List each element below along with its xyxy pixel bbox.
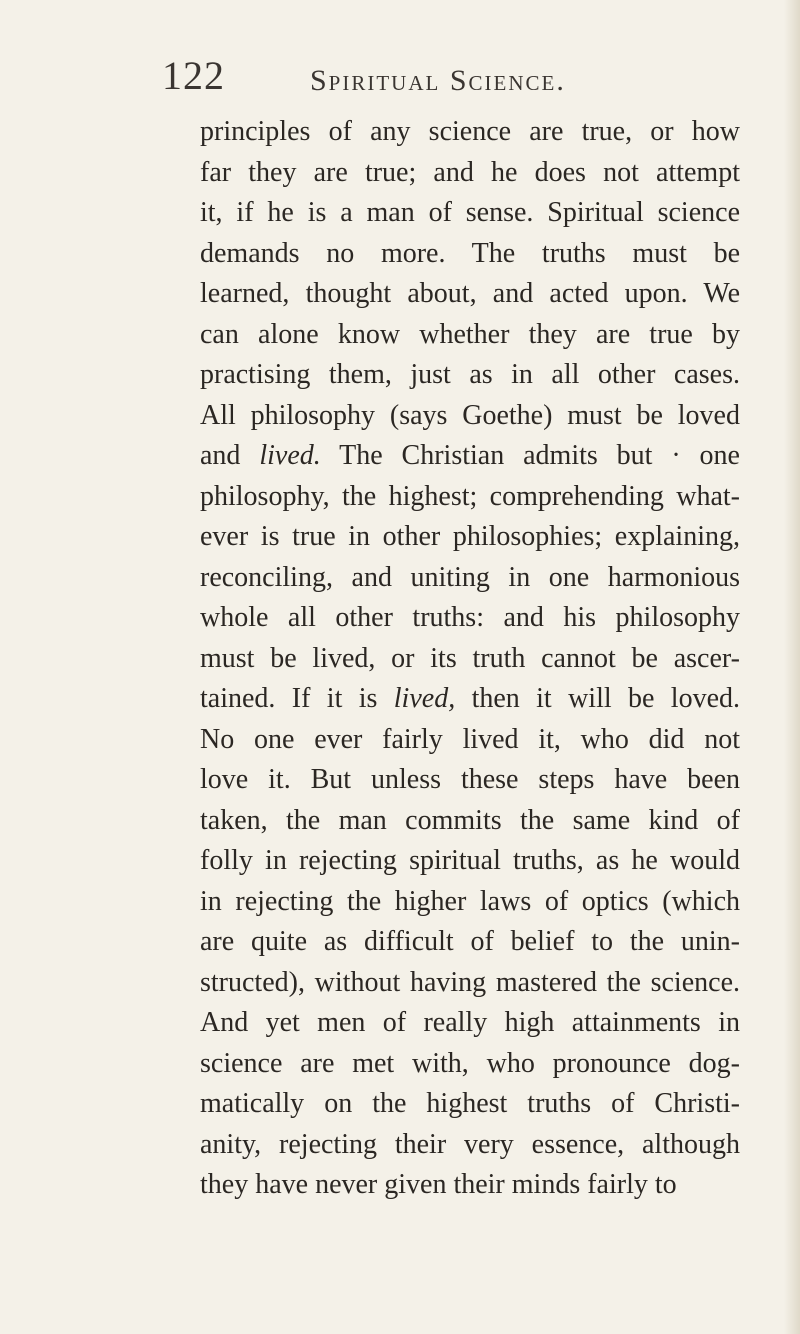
text-line: in rejecting the higher laws of optics (which [200, 885, 740, 917]
text-line: are quite as difficult of belief to the unin- [200, 926, 740, 957]
text-line [200, 436, 740, 477]
text-line: reconciling, and uniting in one harmonious [200, 561, 740, 593]
text-line: And yet men of really high attainments in [200, 1007, 740, 1038]
text-line [200, 679, 740, 720]
text-line: matically on the highest truths of Christi- [200, 1088, 740, 1119]
text-line: principles of any science are true, or how [200, 116, 740, 147]
text-line: can alone know whether they are true by [200, 318, 740, 350]
text-line: whole all other truths: and his philosophy [200, 602, 740, 633]
text-line: folly in rejecting spiritual truths, as he would [200, 845, 740, 876]
italic-text: lived, [393, 683, 456, 714]
text-line: philosophy, the highest; comprehending what- [200, 480, 740, 512]
text-line: demands no more. The truths must be [200, 237, 740, 269]
text-line: anity, rejecting their very essence, although [200, 1128, 740, 1160]
text-line: far they are true; and he does not attempt [200, 156, 740, 188]
text-line: must be lived, or its truth cannot be ascer- [200, 642, 740, 674]
text-segment: then it will be loved. [455, 683, 741, 714]
page-header [0, 52, 800, 102]
text-line: love it. But unless these steps have been [200, 764, 740, 795]
text-line: ever is true in other philosophies; explaining, [200, 521, 740, 552]
text-segment: and [200, 440, 260, 471]
page-edge-shadow [784, 0, 800, 1334]
text-line: science are met with, who pronounce dog- [200, 1047, 740, 1079]
body-text [200, 112, 740, 1206]
page-number: 122 [162, 53, 225, 98]
text-segment: The Christian admits but · one [320, 440, 740, 471]
text-line: they have never given their minds fairly to [200, 1169, 677, 1200]
text-line: structed), without having mastered the science. [200, 966, 740, 998]
italic-text: lived. [259, 440, 321, 471]
text-line: All philosophy (says Goethe) must be loved [200, 399, 740, 431]
text-line: practising them, just as in all other cases. [200, 359, 740, 390]
text-line: learned, thought about, and acted upon. We [200, 278, 740, 309]
running-title: Spiritual Science. [310, 64, 566, 97]
text-line: it, if he is a man of sense. Spiritual science [200, 197, 740, 228]
text-segment: tained. If it is [200, 683, 394, 714]
text-line: No one ever fairly lived it, who did not [200, 723, 740, 755]
text-line: taken, the man commits the same kind of [200, 804, 740, 836]
